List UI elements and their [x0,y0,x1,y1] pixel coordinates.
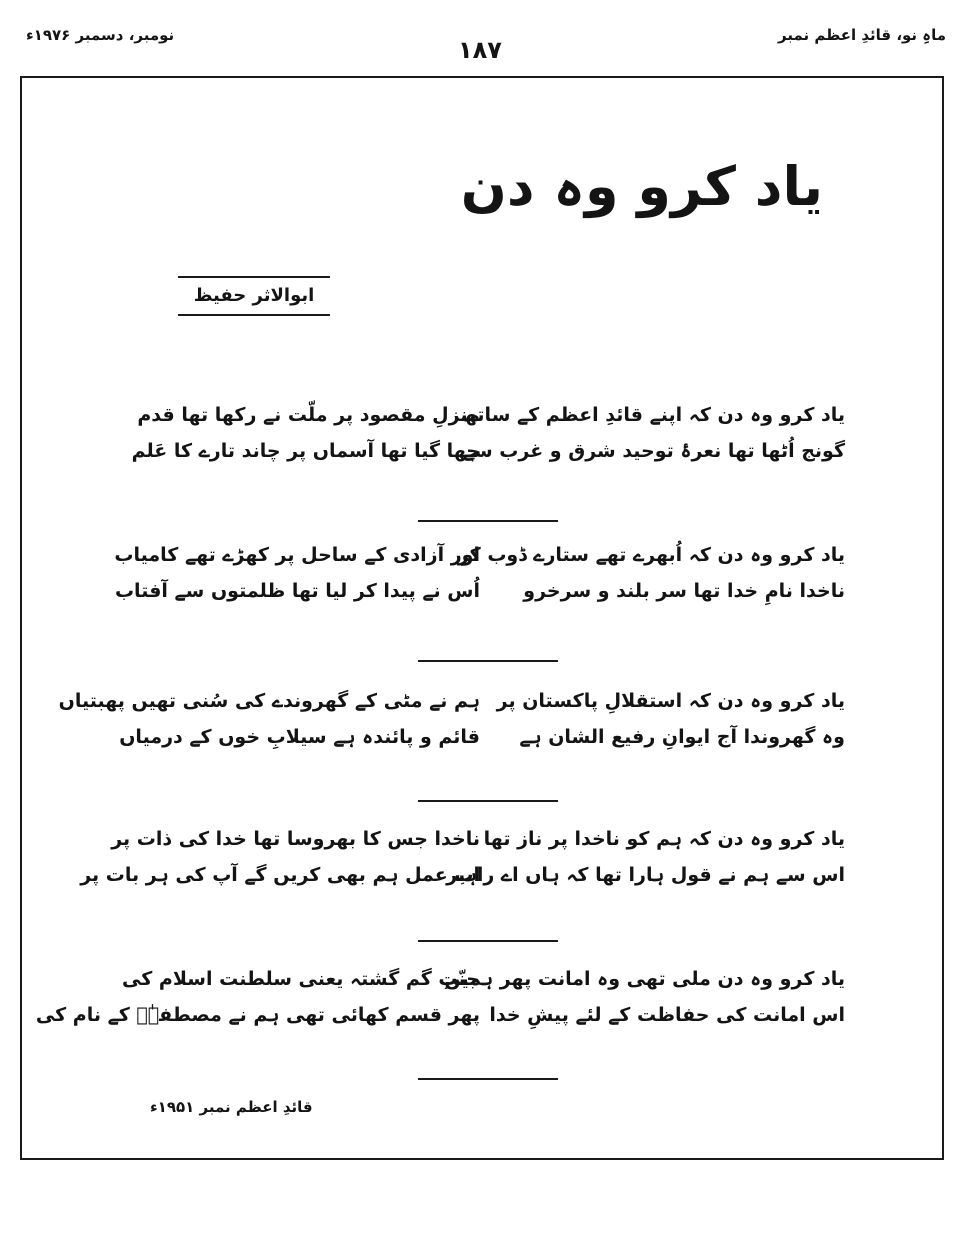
verse-first-hemistich: یاد کرو وہ دن کہ اپنے قائدِ اعظم کے ساتھ [460,404,845,426]
stanza-divider [418,800,558,802]
verse-second-hemistich: اور آزادی کے ساحل پر کھڑے تھے کامیاب [114,544,480,566]
verse-first-hemistich: یاد کرو وہ دن کہ ہم کو ناخدا پر ناز تھا [483,828,845,850]
verse-line [122,962,845,996]
verse-line [131,434,845,468]
page-number: ۱۸۷ [458,36,502,64]
header-issue-date: نومبر، دسمبر ۱۹۷۶ء [26,26,175,44]
verse-line [35,998,845,1032]
verse-second-hemistich: جنّتِ گم گشتہ یعنی سلطنت اسلام کی [122,968,480,990]
source-note: قائدِ اعظم نمبر ۱۹۵۱ء [150,1098,313,1116]
verse-second-hemistich: ناخدا جس کا بھروسا تھا خدا کی ذات پر [111,828,480,850]
verse-line [58,684,845,718]
verse-second-hemistich: اُس نے پیدا کر لیا تھا ظلمتوں سے آفتاب [114,580,480,602]
verse-first-hemistich: یاد کرو وہ دن کہ استقلالِ پاکستان پر [496,690,845,712]
verse-line [111,822,845,856]
stanza-divider [418,940,558,942]
header-magazine-title: ماہِ نو، قائدِ اعظم نمبر [778,26,946,44]
verse-line [119,720,845,754]
verse-second-hemistich: اب عمل ہم بھی کریں گے آپ کی ہر بات پر [80,864,480,886]
verse-first-hemistich: یاد کرو وہ دن کہ اُبھرے تھے ستارے ڈوب کر [457,544,845,566]
stanza [58,684,845,754]
verse-line [137,398,845,432]
stanza [131,398,845,468]
verse-second-hemistich: ہم نے مٹی کے گھروندے کی سُنی تھیں پھبتیاں [58,690,480,712]
verse-second-hemistich: منزلِ مقصود پر ملّت نے رکھا تھا قدم [137,404,480,426]
verse-second-hemistich: پھر قسم کھائی تھی ہم نے مصطفےٰؐ کے نام کی [35,1004,480,1026]
stanza [114,538,845,608]
verse-line [80,858,845,892]
verse-first-hemistich: اس سے ہم نے قول ہارا تھا کہ ہاں اے راہبر [446,864,845,886]
verse-first-hemistich: یاد کرو وہ دن ملی تھی وہ امانت پھر ہمیں [444,968,845,990]
stanza-divider [418,1078,558,1080]
verse-line [114,574,845,608]
verse-second-hemistich: چھا گیا تھا آسماں پر چاند تارے کا عَلم [131,440,480,462]
stanza-divider [418,520,558,522]
verse-first-hemistich: وہ گھروندا آج ایوانِ رفیع الشان ہے [519,726,845,748]
poem-title: یاد کرو وہ دن [460,155,823,218]
verse-second-hemistich: قائم و پائندہ ہے سیلابِ خوں کے درمیاں [119,726,480,748]
stanza-divider [418,660,558,662]
verse-first-hemistich: گونج اُٹھا تھا نعرۂ توحید شرق و غرب سے [462,440,845,462]
poem-author: ابوالاثر حفیظ [178,276,330,316]
verse-first-hemistich: اس امانت کی حفاظت کے لئے پیشِ خدا [489,1004,845,1026]
stanza [80,822,845,892]
stanza [35,962,845,1032]
verse-first-hemistich: ناخدا نامِ خدا تھا سر بلند و سرخرو [523,580,845,602]
verse-line [114,538,845,572]
